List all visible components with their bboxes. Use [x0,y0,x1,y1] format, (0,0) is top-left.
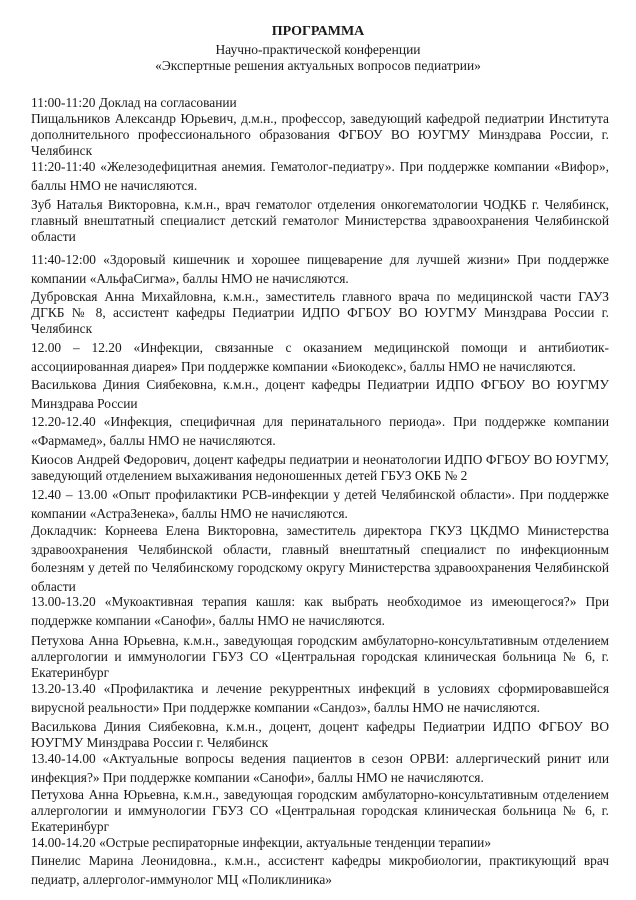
session-topic: 13.40-14.00 «Актуальные вопросы ведения пациентов в сезон ОРВИ: аллергический ринит или инфекция?» При поддержке компании «Санофи», баллы НМО не начисляются. [31,751,609,785]
speaker-info: Дубровская Анна Михайловна, к.м.н., заместитель главного врача по медицинской части ГАУЗ ДГКБ № 8, ассистент кафедры Педиатрии ИДПО ФГБОУ ВО ЮУГМУ Минздрава России г. Челябинск [31,289,609,336]
session-topic: 12.20-12.40 «Инфекция, специфичная для перинатального периода». При поддержке компании «Фармамед», баллы НМО не начисляются. [31,414,609,448]
speaker-info: Киосов Андрей Федорович, доцент кафедры педиатрии и неонатологии ИДПО ФГБОУ ВО ЮУГМУ, заведующий отделением выхаживания недоношенных детей ГБУЗ ОКБ № 2 [31,452,609,483]
speaker-info: Петухова Анна Юрьевна, к.м.н., заведующая городским амбулаторно-консультативным отделением аллергологии и иммунологии ГБУЗ СО «Центральная городская клиническая больница № 6, г. Екатеринбург [31,633,609,680]
page-title: ПРОГРАММА [271,24,365,39]
speaker-info: Докладчик: Корнеева Елена Викторовна, заместитель директора ГКУЗ ЦКДМО Министерства здравоохранения Челябинской области, главный внештатный специалист по инфекционным болезням у детей по Челябинскому городскому округу Министерства здравоохранения Челябинской области [31,523,609,594]
conference-name: «Экспертные решения актуальных вопросов педиатрии» [155,58,481,73]
speaker-info: Зуб Наталья Викторовна, к.м.н., врач гематолог отделения онкогематологии ЧОДКБ г. Челябинск, главный внештатный специалист детский гематолог Министерства здравоохранения Челябинской области [31,197,609,244]
speaker-info: Пинелис Марина Леонидовна., к.м.н., ассистент кафедры микробиологии, практикующий врач педиатр, аллерголог-иммунолог МЦ «Поликлиника» [31,853,609,887]
speaker-info: Василькова Диния Сиябековна, к.м.н., доцент, доцент кафедры Педиатрии ИДПО ФГБОУ ВО ЮУГМУ Минздрава России г. Челябинск [31,719,609,750]
session-topic: 12.40 – 13.00 «Опыт профилактики РСВ-инфекции у детей Челябинской области». При поддержке компании «АстраЗенека», баллы НМО не начисляются. [31,487,609,521]
session-time: 11:00-11:20 Доклад на согласовании [31,95,237,110]
session-topic: 14.00-14.20 «Острые респираторные инфекции, актуальные тенденции терапии» [31,835,492,850]
speaker-info: Пищальников Александр Юрьевич, д.м.н., профессор, заведующий кафедрой педиатрии Института дополнительного профессионального образования ФГБОУ ВО ЮУГМУ Минздрава России, г. Челябинск [31,111,609,158]
session-topic: 11:40-12:00 «Здоровый кишечник и хорошее пищеварение для лучшей жизни» При поддержке компании «АльфаСигма», баллы НМО не начисляются. [31,252,609,286]
session-topic: 13.20-13.40 «Профилактика и лечение рекуррентных инфекций в условиях сформировавшейся вирусной реальности» При поддержке компании «Сандоз», баллы НМО не начисляются. [31,681,609,715]
session-topic: 12.00 – 12.20 «Инфекции, связанные с оказанием медицинской помощи и антибиотик-ассоциированная диарея» При поддержке компании «Биокодекс», баллы НМО не начисляются. [31,340,609,374]
speaker-info: Петухова Анна Юрьевна, к.м.н., заведующая городским амбулаторно-консультативным отделением аллергологии и иммунологии ГБУЗ СО «Центральная городская клиническая больница № 6, г. Екатеринбург [31,787,609,834]
speaker-info: Василькова Диния Сиябековна, к.м.н., доцент кафедры Педиатрии ИДПО ФГБОУ ВО ЮУГМУ Минздрава России [31,377,609,411]
session-topic: 11:20-11:40 «Железодефицитная анемия. Гематолог-педиатру». При поддержке компании «Вифор», баллы НМО не начисляются. [31,159,609,193]
session-topic: 13.00-13.20 «Мукоактивная терапия кашля: как выбрать необходимое из имеющегося?» При поддержке компании «Санофи», баллы НМО не начисляются. [31,594,609,628]
conference-subtitle: Научно-практической конференции [215,42,421,57]
